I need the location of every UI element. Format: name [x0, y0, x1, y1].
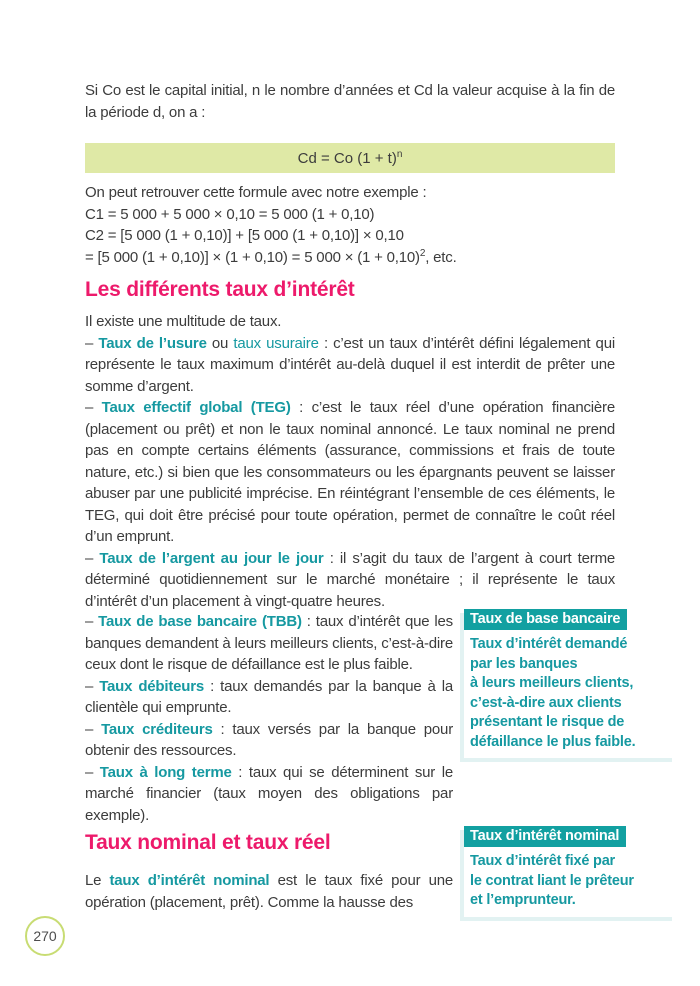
- example-line-result: = [5 000 (1 + 0,10)] × (1 + 0,10) = 5 $000 \times (1 + 0,10)^2$, etc.: [85, 247, 457, 266]
- bullet-item: – Taux effectif global (TEG) : c’est le taux réel d’une opération financière (placement ou prêt) et non le taux nominal annoncé. Le taux nominal ne prend pas en compte certains éléments (assurance, commissions et frais de toute nature, etc.) si bien que les consommateurs ou les épargnants peuvent se laisser abuser par une publicité imprécise. En réintégrant l’ensemble de ces éléments, le TEG, qui doit être précisé pour toute opération, permet de connaître le coût réel d’un emprunt.: [85, 399, 615, 545]
- bullet-item: – Taux de base bancaire (TBB) : taux d’intérêt que les banques demandent à leurs meilleurs clients, c’est-à-dire ceux dont le risque de défaillance est le plus faible.: [85, 613, 453, 673]
- margin-box-line: Taux d’intérêt demandé: [470, 636, 628, 652]
- section1-intro: Il existe une multitude de taux.: [85, 313, 282, 330]
- formula-highlight-box: [85, 143, 615, 173]
- margin-box-line: Taux d’intérêt fixé par: [470, 853, 616, 869]
- formula-text: Cd = Co $(1 + t)^n$: [297, 148, 403, 167]
- bullet-list-wide: [85, 333, 615, 613]
- bullet-item: – Taux à long terme : taux qui se déterminent sur le marché financier (taux moyen des obligations par exemple).: [85, 763, 453, 824]
- formula-exponent: n: [396, 148, 403, 160]
- margin-box-line: à leurs meilleurs clients,: [470, 675, 634, 691]
- margin-box-line: c’est-à-dire aux clients: [470, 694, 622, 711]
- margin-box-body: [464, 630, 676, 758]
- margin-box-title: Taux d’intérêt nominal: [464, 826, 626, 847]
- margin-box-line: présentant le risque de: [470, 714, 625, 730]
- margin-definition-box-tbb: [464, 609, 676, 758]
- margin-box-line: le contrat liant le prêteur: [470, 872, 634, 889]
- example-line-c2: C2 = [5 000 (1 + 0,10)] + [5 000 (1 + 0,10)] × 0,10: [85, 227, 404, 244]
- bullet-list-narrow: [85, 611, 453, 826]
- section1-narrow-text: [85, 611, 453, 826]
- margin-box-body: [464, 847, 676, 917]
- page-number-badge: [25, 916, 65, 956]
- bullet-item: – Taux de l’usure ou taux usuraire : c’est un taux d’intérêt défini légalement qui représente le taux maximum d’intérêt au-delà duquel il est interdit de prêter une somme d’argent.: [85, 334, 615, 395]
- margin-box-line: et l’emprunteur.: [470, 892, 576, 908]
- bullet-item: – Taux de l’argent au jour le jour : il s’agit du taux de l’argent à court terme déterminé quotidiennement sur le marché monétaire ; il représente le taux d’intérêt d’un placement à vingt-quatre heures.: [85, 549, 616, 610]
- section-title-taux-interet: Les différents taux d’intérêt: [85, 278, 355, 301]
- margin-box-line: défaillance le plus faible.: [470, 733, 636, 750]
- bullet-item: – Taux créditeurs : taux versés par la banque pour obtenir des ressources.: [85, 720, 453, 759]
- section1-wide-text: [85, 311, 615, 612]
- intro-paragraph: Si Co est le capital initial, n le nombre d’années et Cd la valeur acquise à la fin de la période d, on a :: [85, 82, 615, 121]
- page-number: 270: [33, 928, 57, 944]
- example-line-c1: C1 = 5 000 + 5 000 × 0,10 = 5 000 (1 + 0,10): [85, 205, 375, 223]
- section-title-taux-nominal: Taux nominal et taux réel: [85, 831, 331, 854]
- bullet-item: – Taux débiteurs : taux demandés par la banque à la clientèle qui emprunte.: [85, 677, 453, 716]
- margin-box-line: par les banques: [470, 655, 578, 672]
- margin-box-title: Taux de base bancaire: [464, 609, 627, 630]
- margin-definition-box-nominal: [464, 826, 676, 917]
- section2-paragraph: Le taux d’intérêt nominal est le taux fixé pour une opération (placement, prêt). Comme la hausse des: [85, 872, 454, 911]
- example-block: [85, 182, 615, 268]
- example-intro-line: On peut retrouver cette formule avec notre exemple :: [85, 184, 427, 201]
